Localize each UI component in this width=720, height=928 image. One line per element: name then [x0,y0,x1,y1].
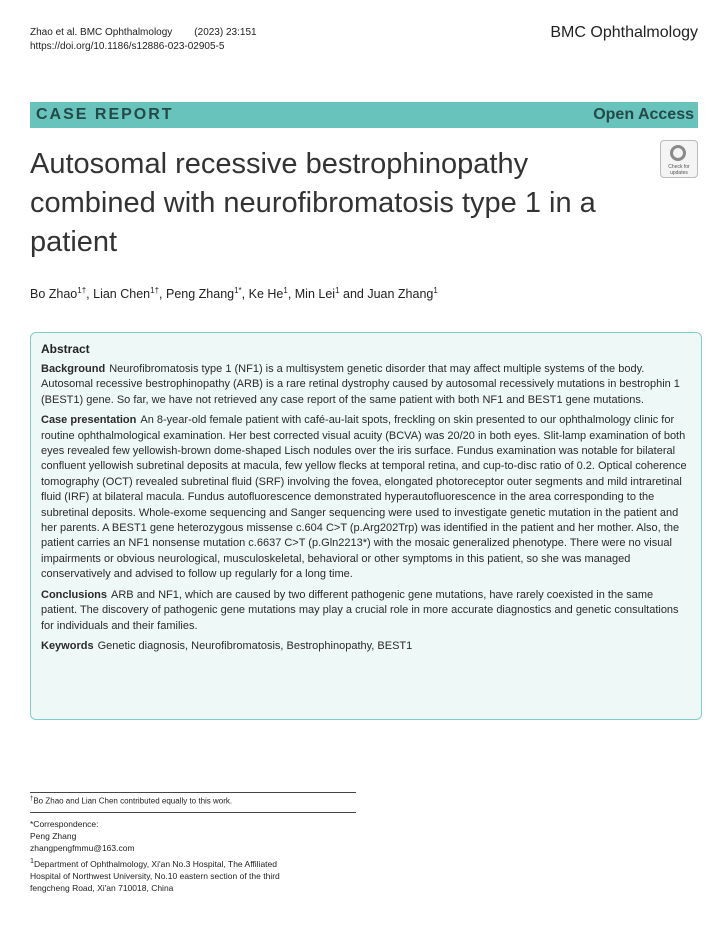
keywords-text: Genetic diagnosis, Neurofibromatosis, Bestrophinopathy, BEST1 [97,639,413,652]
equal-contribution-text: Bo Zhao and Lian Chen contributed equally to this work. [33,796,233,806]
case-label: Case presentation [41,414,137,427]
affiliation-mark: 1 [30,856,34,865]
author-affiliation-mark: 1 [335,286,340,295]
author-affiliation-mark: 1† [77,286,87,295]
article-type: CASE REPORT [36,106,174,123]
background-text: Neurofibromatosis type 1 (NF1) is a multisystem genetic disorder that may affect multiple systems of the body. Autosomal recessive bestrophinopathy (ARB) is a rare retinal dystrophy caused by autosomal recessively mutations in bestrophin 1 (BEST1) gene. So far, we have not retrieved any case report of the same patient with both NF1 and BEST1 gene mutations. [41,363,680,406]
footnote-divider-2 [30,812,356,813]
author-affiliation-mark: 1† [150,286,160,295]
correspondence-name: Peng Zhang [30,831,77,842]
crossmark-label: Check for updates [668,164,690,176]
author-name: Ke He [248,287,284,302]
correspondence-label: *Correspondence: [30,819,99,829]
doi-link[interactable]: https://doi.org/10.1186/s12886-023-02905-5 [30,41,225,52]
affiliation-line-1 [30,855,280,870]
conclusions-label: Conclusions [41,588,108,601]
conclusions-text: ARB and NF1, which are caused by two different pathogenic gene mutations, have rarely coexisted in the same patient. The discovery of pathogenic gene mutations may play a crucial role in more accurate diagnostics and genetic consultations for individuals and their families. [41,588,679,632]
author-name: Min Lei [294,287,336,302]
open-access-label: Open Access [593,106,694,123]
affiliation-text-1: Department of Ophthalmology, Xi'an No.3 Hospital, The Affiliated [33,858,278,869]
dagger-mark: † [30,796,34,802]
crossmark-ring [670,145,686,161]
equal-contribution-note [30,796,232,806]
author-list: Bo Zhao$^{1\dagger}$, Lian Chen$^{1\dagger}$, Peng Zhang$^{1*}$, Ke He$^1$, Min Lei$^1$ and Juan Zhang$^1$ [30,286,438,302]
author-name: Juan Zhang [367,287,434,302]
abstract-keywords [41,639,689,654]
author-affiliation-mark: 1 [433,286,438,295]
affiliation-line-3: fengcheng Road, Xi'an 710018, China [30,882,174,893]
abstract-case [41,413,689,582]
year-volume: (2023) 23:151 [194,27,257,38]
abstract-conclusions [41,588,689,634]
abstract-background [41,362,689,408]
article-type-banner [30,102,698,128]
author-name: Peng Zhang [165,287,235,302]
running-header [30,26,257,54]
author-affiliation-mark: 1* [234,286,242,295]
author-name: Lian Chen [93,287,151,302]
paper-title: Autosomal recessive bestrophinopathy combined with neurofibromatosis type 1 in a patient [30,148,596,258]
abstract-box [30,332,702,720]
affiliation-line-2: Hospital of Northwest University, No.10 eastern section of the third [30,870,280,881]
keywords-label: Keywords [41,639,94,652]
case-text: An 8-year-old female patient with café-au-lait spots, freckling on skin presented to our ophthalmology clinic for routine ophthalmological examination. Her best corrected visual acuity (BCVA) was 20/20 in both eyes. Slit-lamp examination of both eyes revealed few yellowish-brown dome-shaped Lisch nodules over the iris surface. Fundus examination was notable for bilateral confluent yellowish subretinal deposits at macula, few yellow flecks at temporal retina, and cup-to-disc ratio of 0.2. Optical coherence tomography (OCT) revealed subretinal fluid (SRF) involving the fovea, elongated photoreceptor outer segments and mild intraretinal fluid (IRF) at bilateral macula. Fundus autofluorescence demonstrated hyperautofluorescence in the area corresponding to the subretinal deposits. Whole-exome sequencing and Sanger sequencing were used to investigate genetic mutation in the patient and her parents. A BEST1 gene heterozygous missense c.604 C>T (p.Arg202Trp) was identified in the patient and her mother. Also, the patient carries an NF1 nonsense mutation c.6637 C>T (p.Gln2213*) with the mosaic generalized phenotype. There were no visual impairments or obvious neurological, musculoskeletal, behavioral or other symptoms in this patient, so she was managed conservatively and advised to follow up regularly for a long time. [41,414,687,581]
abstract-heading: Abstract [41,342,90,356]
author-name: Bo Zhao [30,287,78,302]
correspondence-email[interactable]: zhangpengfmmu@163.com [30,843,135,854]
correspondence-block [30,818,280,894]
citation: Zhao et al. BMC Ophthalmology [30,27,173,38]
author-affiliation-mark: 1 [283,286,288,295]
footnote-divider [30,792,356,793]
check-for-updates-icon[interactable] [660,140,698,178]
journal-name: BMC Ophthalmology [550,24,698,41]
background-label: Background [41,363,106,375]
